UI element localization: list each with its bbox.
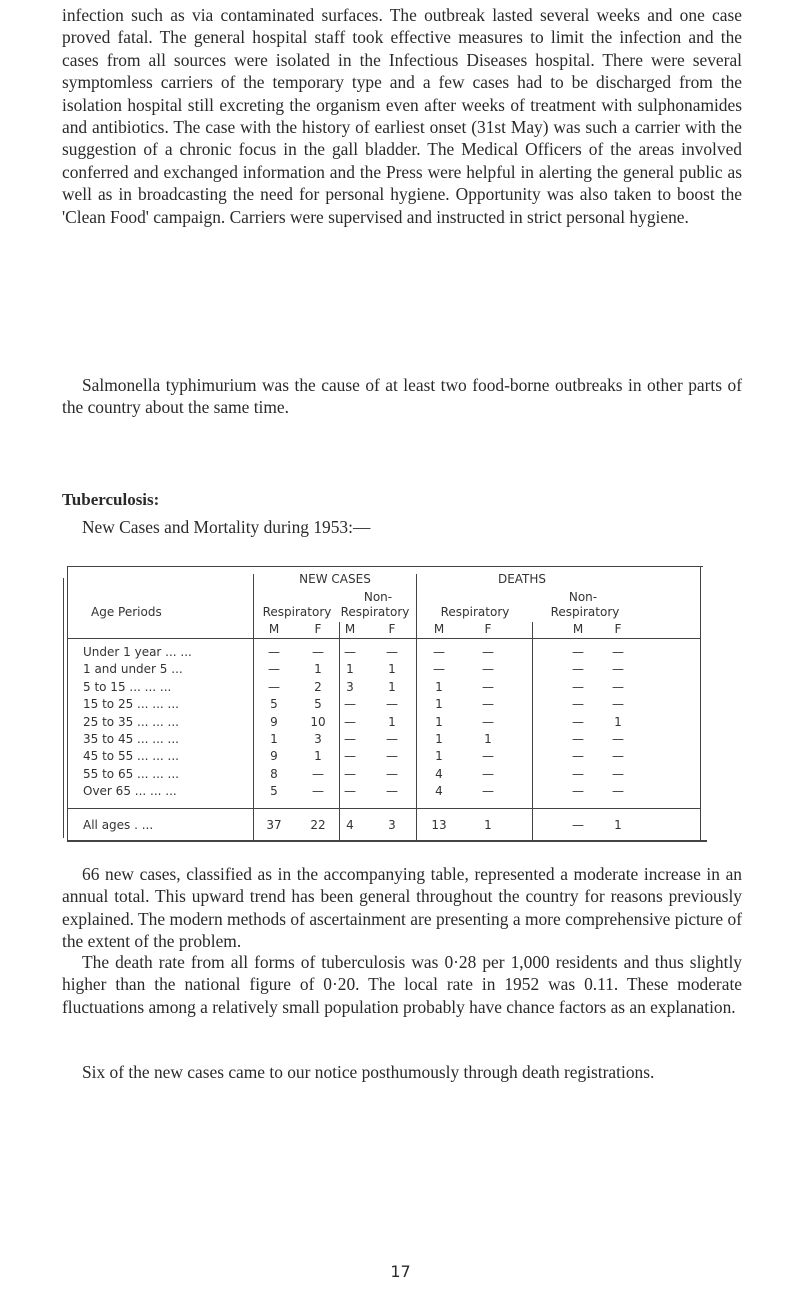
table-row-value: — [482, 645, 494, 659]
table-row-total-value: 4 [346, 818, 354, 832]
table-row-value: 1 [435, 679, 443, 694]
divider-deaths [532, 622, 533, 842]
table-row-value: 9 [270, 749, 278, 764]
table-row-value: 4 [435, 784, 443, 799]
table-row-age: 15 to 25 ... ... ... [83, 697, 179, 712]
header-deaths: DEATHS [497, 572, 547, 586]
table-row-value: 8 [270, 766, 278, 781]
table-row-value: — [386, 784, 398, 799]
table-row-value: — [312, 645, 324, 659]
table-row-value: — [344, 714, 356, 729]
table-border-right [700, 566, 701, 842]
table-row-total-age: All ages . ... [83, 818, 154, 832]
table-row-value: — [572, 766, 584, 781]
table-row-age: 55 to 65 ... ... ... [83, 766, 179, 781]
table-row-value: — [344, 749, 356, 764]
table-row-age: 25 to 35 ... ... ... [83, 714, 179, 729]
table-row-value: — [482, 714, 494, 729]
paragraph-death-rate: The death rate from all forms of tuberculosis was 0·28 per 1,000 residents and thus slightly higher than the national figure of 0·20. The local rate in 1952 was 0.11. These moderate fluctuations among a relatively small population probably have chance factors as an explanation. [62, 952, 742, 1017]
table-row-value: — [344, 645, 356, 659]
table-row-value: — [482, 679, 494, 694]
header-f: F [314, 622, 322, 636]
table-row-value: — [386, 697, 398, 712]
table-row-value: 1 [388, 714, 396, 729]
table-row-total-value: 37 [266, 818, 282, 832]
table-row-value: — [612, 679, 624, 694]
table-row-age: 35 to 45 ... ... ... [83, 732, 179, 746]
table-row-value: — [344, 766, 356, 781]
paragraph-posthumous: Six of the new cases came to our notice posthumously through death registrations. [82, 1062, 655, 1082]
table-row-value: — [612, 645, 624, 659]
table-border-top [67, 566, 703, 567]
table-border-bottom [67, 840, 707, 842]
table-row-value: — [386, 749, 398, 764]
table-row-total-value: — [572, 818, 584, 832]
table-row-value: 1 [346, 662, 354, 677]
table-row-value: 3 [314, 732, 322, 746]
header-age-periods: Age Periods [91, 605, 162, 619]
header-m: M [344, 622, 356, 636]
table-row-value: 1 [435, 697, 443, 712]
table-row-value: — [482, 749, 494, 764]
table-row-value: — [433, 645, 445, 659]
table-row-value: — [612, 766, 624, 781]
header-m: M [572, 622, 584, 636]
table-row-total-value: 3 [388, 818, 396, 832]
section-heading: Tuberculosis: [62, 490, 160, 509]
table-row-value: — [572, 784, 584, 799]
table-row-total-value: 13 [431, 818, 447, 832]
table-caption: New Cases and Mortality during 1953:— [82, 517, 371, 537]
paragraph-outbreak: infection such as via contaminated surfaces. The outbreak lasted several weeks and one case proved fatal. The general hospital staff took effective measures to limit the infection and the cases from all sources were isolated in the Infectious Diseases hospital. There were several symptomless carriers of the temporary type and a few cases had to be discharged from the isolation hospital still excreting the organism even after weeks of treatment with sulphonamides and antibiotics. The case with the history of earliest onset (31st May) was such a carrier with the suggestion of a chronic focus in the gall bladder. The Medical Officers of the areas involved conferred and exchanged information and the Press were helpful in alerting the general public as well as in broadcasting the need for personal hygiene. Opportunity was also taken to boost the 'Clean Food' campaign. Carriers were supervised and instructed in strict personal hygiene. [62, 5, 742, 227]
table-row-value: — [482, 784, 494, 799]
table-row-value: 5 [270, 784, 278, 799]
table-row-value: — [612, 749, 624, 764]
table-row-age: Over 65 ... ... ... [83, 784, 177, 799]
header-f: F [614, 622, 622, 636]
table-row-value: 1 [435, 714, 443, 729]
header-nc-nonresp: Respiratory [340, 605, 410, 619]
table-row-value: — [572, 645, 584, 659]
table-row-value: 10 [310, 714, 326, 729]
paragraph-salmonella: Salmonella typhimurium was the cause of at least two food-borne outbreaks in other parts of the country about the same time. [62, 375, 742, 418]
table-row-value: — [482, 697, 494, 712]
table-row-value: — [572, 662, 584, 677]
table-row-value: 1 [435, 732, 443, 746]
header-new-cases: NEW CASES [299, 572, 371, 586]
table-row-value: — [312, 784, 324, 799]
table-row-total-value: 22 [310, 818, 326, 832]
table-row-total-value: 1 [614, 818, 622, 832]
page-number: 17 [390, 1262, 411, 1281]
table-row-value: 1 [388, 679, 396, 694]
table-row-value: — [268, 662, 280, 677]
table-row-value: — [572, 732, 584, 746]
table-row-value: — [386, 766, 398, 781]
table-row-age: 1 and under 5 ... [83, 662, 183, 677]
table-row-value: — [482, 662, 494, 677]
table-row-value: — [312, 766, 324, 781]
header-nc-non: Non- [363, 590, 393, 604]
table-row-value: 3 [346, 679, 354, 694]
header-f: F [484, 622, 492, 636]
header-f: F [388, 622, 396, 636]
table-row-value: — [612, 697, 624, 712]
table-row-value: — [268, 645, 280, 659]
table-row-value: — [572, 697, 584, 712]
table-row-value: — [612, 784, 624, 799]
table-row-age: Under 1 year ... ... [83, 645, 192, 659]
table-row-value: 1 [388, 662, 396, 677]
table-row-value: — [344, 697, 356, 712]
table-row-value: — [344, 732, 356, 746]
table-row-value: 1 [314, 662, 322, 677]
total-rule [67, 808, 701, 809]
table-row-value: 1 [314, 749, 322, 764]
table-row-total-value: 1 [484, 818, 492, 832]
table-row-value: — [482, 766, 494, 781]
table-row-value: 1 [270, 732, 278, 746]
tuberculosis-table [67, 566, 703, 844]
table-row-age: 5 to 15 ... ... ... [83, 679, 172, 694]
header-d-nonresp: Respiratory [550, 605, 620, 619]
header-d-resp: Respiratory [440, 605, 510, 619]
header-m: M [268, 622, 280, 636]
header-nc-resp: Respiratory [262, 605, 332, 619]
table-row-value: 1 [435, 749, 443, 764]
table-row-value: 1 [484, 732, 492, 746]
header-m: M [433, 622, 445, 636]
header-rule [67, 638, 701, 639]
table-row-value: — [386, 732, 398, 746]
table-row-value: — [572, 679, 584, 694]
table-row-value: — [344, 784, 356, 799]
paragraph-new-cases: 66 new cases, classified as in the accompanying table, represented a moderate increase in an annual total. This upward trend has been general throughout the country for reasons previously explained. The modern methods of ascertainment are presenting a more comprehensive picture of the extent of the problem. [62, 864, 742, 952]
table-border-left [67, 566, 68, 842]
table-row-value: 9 [270, 714, 278, 729]
table-row-value: 1 [614, 714, 622, 729]
table-border-left-double [63, 578, 64, 838]
table-row-value: 5 [270, 697, 278, 712]
table-row-value: — [572, 714, 584, 729]
table-row-age: 45 to 55 ... ... ... [83, 749, 179, 764]
table-row-value: — [268, 679, 280, 694]
table-row-value: — [386, 645, 398, 659]
table-row-value: — [572, 749, 584, 764]
table-row-value: — [433, 662, 445, 677]
header-d-non: Non- [568, 590, 598, 604]
table-row-value: 2 [314, 679, 322, 694]
table-row-value: 4 [435, 766, 443, 781]
table-row-value: 5 [314, 697, 322, 712]
table-row-value: — [612, 732, 624, 746]
table-row-value: — [612, 662, 624, 677]
